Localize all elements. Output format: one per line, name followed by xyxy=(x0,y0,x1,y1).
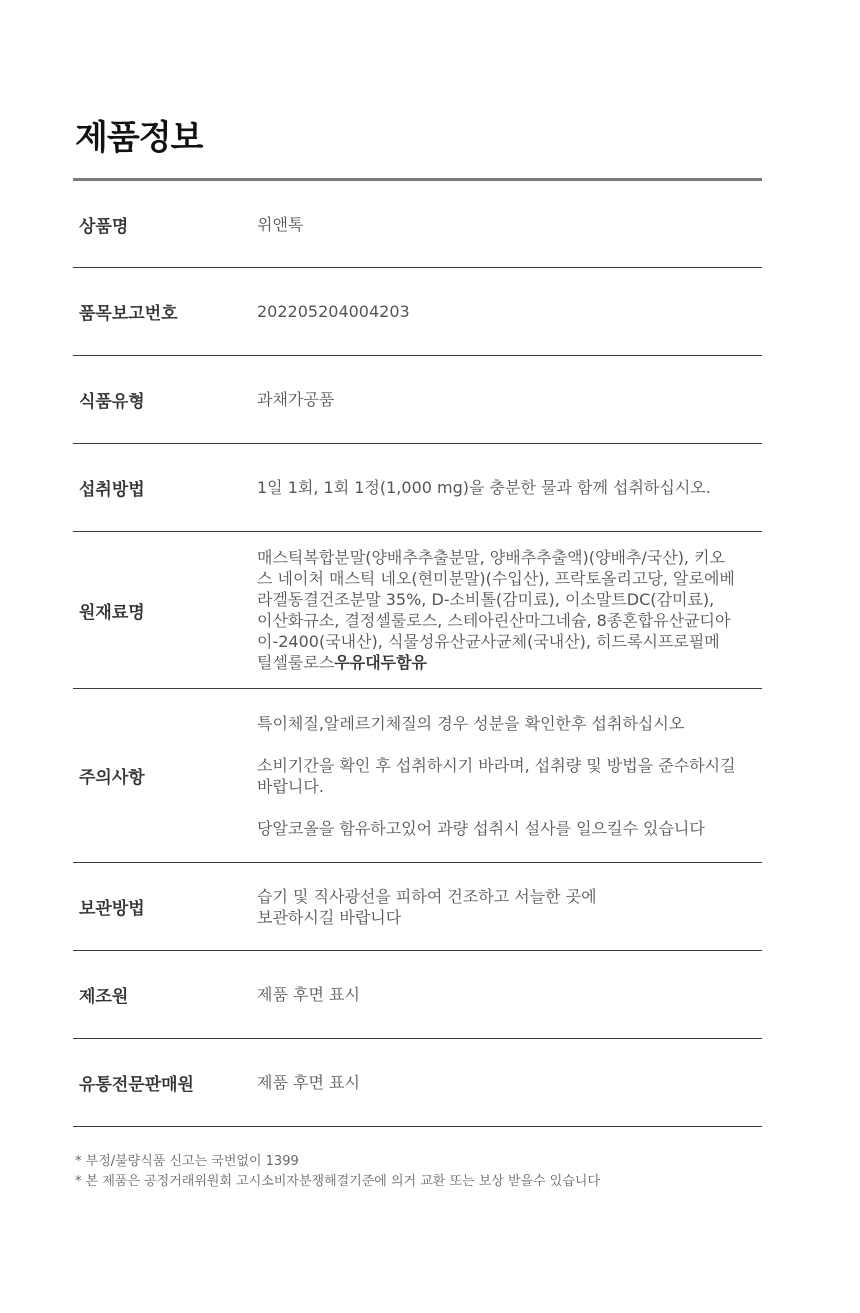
precaution-paragraph xyxy=(257,755,762,797)
storage-line: 보관하시길 바랍니다 xyxy=(257,907,402,927)
product-name-value: 위앤톡 xyxy=(257,214,304,234)
row-value xyxy=(257,181,762,267)
table-row-report-number xyxy=(73,268,762,356)
row-label: 품목보고번호 xyxy=(79,304,178,324)
table-row-precautions xyxy=(73,689,762,863)
allergen-notice: 우유대두함유 xyxy=(334,653,428,672)
row-label: 주의사항 xyxy=(79,768,145,788)
product-info-table xyxy=(73,181,762,1127)
ingredients-line: 이-2400(국내산), 식물성유산균사균체(국내산), 히드록시프로필메 xyxy=(257,632,720,651)
report-number-value: 202205204004203 xyxy=(257,302,410,321)
row-value xyxy=(257,268,762,355)
ingredients-line xyxy=(257,652,762,673)
page-title: 제품정보 xyxy=(75,118,203,158)
row-label: 유통전문판매원 xyxy=(79,1075,194,1095)
table-row-storage xyxy=(73,863,762,951)
row-value xyxy=(257,532,762,688)
table-row-distributor xyxy=(73,1039,762,1127)
row-label: 상품명 xyxy=(79,216,129,237)
table-row-food-type xyxy=(73,356,762,444)
intake-method-value: 1일 1회, 1회 1정(1,000 mg)을 충분한 물과 함께 섭취하십시오. xyxy=(257,478,711,497)
table-row-product-name xyxy=(73,181,762,268)
row-value xyxy=(257,951,762,1038)
footnote: * 부정/불량식품 신고는 국번없이 1399 xyxy=(75,1154,299,1169)
precaution-line: 바랍니다. xyxy=(257,776,324,796)
ingredients-last-text: 틸셀룰로스 xyxy=(257,653,335,672)
row-value xyxy=(257,863,762,950)
row-label: 원재료명 xyxy=(79,602,145,623)
storage-line: 습기 및 직사광선을 피하여 건조하고 서늘한 곳에 xyxy=(257,886,597,906)
row-value xyxy=(257,356,762,443)
precaution-line: 소비기간을 확인 후 섭취하시기 바라며, 섭취량 및 방법을 준수하시길 xyxy=(257,755,736,775)
ingredients-line: 매스틱복합분말(양배추추출분말, 양배추추출액)(양배추/국산), 키오 xyxy=(257,548,726,567)
row-label: 식품유형 xyxy=(79,392,145,412)
row-value xyxy=(257,1039,762,1126)
ingredients-line: 라겔동결건조분말 35%, D-소비톨(감미료), 이소말트DC(감미료), xyxy=(257,590,715,609)
precaution-paragraph xyxy=(257,818,762,839)
precaution-paragraph xyxy=(257,713,762,734)
manufacturer-value: 제품 후면 표시 xyxy=(257,985,360,1004)
table-row-intake-method xyxy=(73,444,762,532)
row-value xyxy=(257,444,762,531)
precaution-line: 특이체질,알레르기체질의 경우 성분을 확인한후 섭취하십시오 xyxy=(257,713,685,733)
row-label: 섭취방법 xyxy=(79,480,145,500)
precaution-line: 당알코올을 함유하고있어 과량 섭취시 설사를 일으킬수 있습니다 xyxy=(257,818,705,838)
ingredients-line: 스 네이처 매스틱 네오(현미분말)(수입산), 프락토올리고당, 알로에베 xyxy=(257,569,735,588)
ingredients-line: 이산화규소, 결정셀룰로스, 스테아린산마그네슘, 8종혼합유산균디아 xyxy=(257,611,731,630)
footnote: * 본 제품은 공정거래위원회 고시소비자분쟁해결기준에 의거 교환 또는 보상 받을수 있습니다 xyxy=(75,1174,601,1189)
footnotes xyxy=(75,1152,600,1192)
table-row-manufacturer xyxy=(73,951,762,1039)
distributor-value: 제품 후면 표시 xyxy=(257,1073,360,1092)
table-row-ingredients xyxy=(73,532,762,689)
food-type-value: 과채가공품 xyxy=(257,390,335,409)
row-value xyxy=(257,689,762,862)
row-label: 제조원 xyxy=(79,987,129,1007)
row-label: 보관방법 xyxy=(79,899,145,919)
